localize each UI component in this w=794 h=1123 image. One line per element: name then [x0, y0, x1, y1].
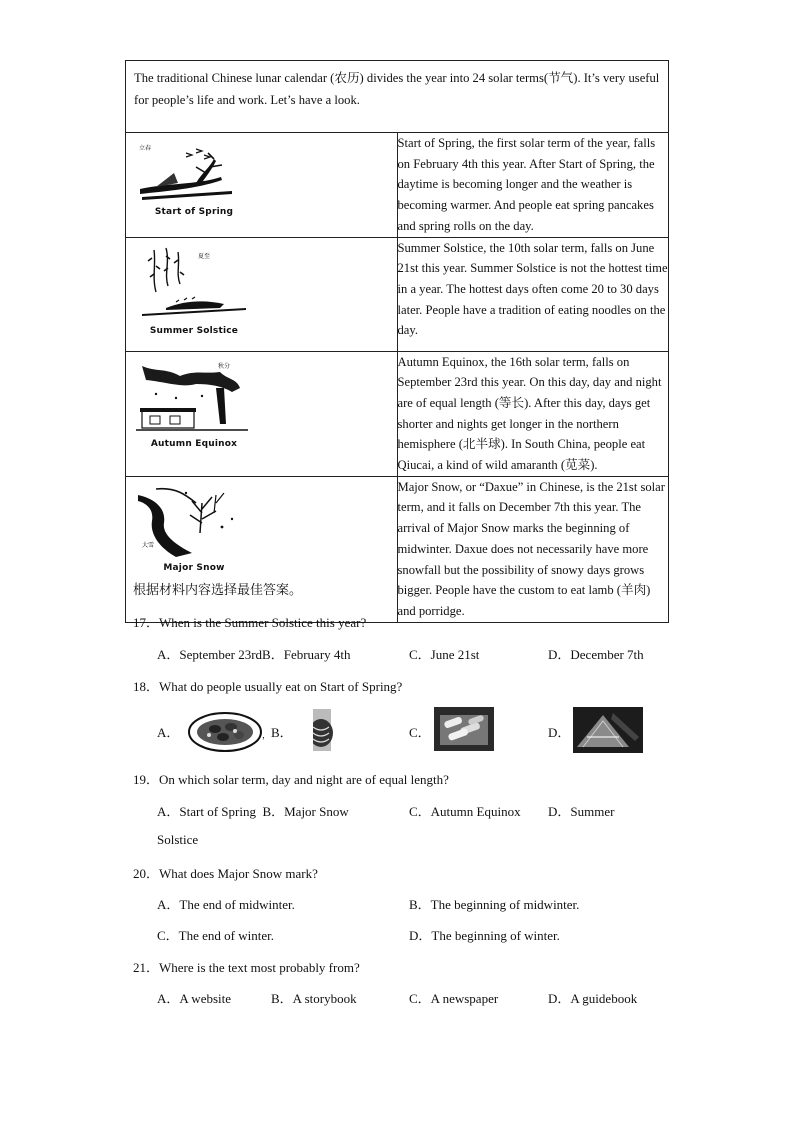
question-20-stem: 20．What does Major Snow mark? — [133, 866, 318, 881]
snow-landscape-drawing — [136, 483, 252, 563]
q18-option-d[interactable]: D． — [548, 725, 571, 740]
summer-solstice-illustration — [126, 238, 262, 351]
q21-option-d[interactable]: D．A guidebook — [548, 991, 638, 1006]
q18-comma: ， — [262, 730, 272, 740]
term-image-cell — [126, 237, 398, 351]
term-row-summer — [126, 237, 669, 351]
q19-option-c[interactable]: C．Autumn Equinox — [409, 804, 521, 819]
q20-option-d[interactable]: D．The beginning of winter. — [409, 928, 560, 943]
q18-option-a[interactable]: A． — [157, 725, 180, 740]
term-chinese-label: 秋分 — [218, 362, 231, 370]
q21-option-b[interactable]: B．A storybook — [271, 991, 357, 1006]
q19-option-d[interactable]: D．Summer — [548, 804, 615, 819]
q21-option-a[interactable]: A．A website — [157, 991, 232, 1006]
major-snow-illustration — [126, 477, 262, 590]
q18-image-c-spring-rolls[interactable] — [434, 707, 494, 751]
q21-option-c[interactable]: C．A newspaper — [409, 991, 499, 1006]
question-18-stem: 18．What do people usually eat on Start of Spring? — [133, 679, 403, 694]
q18-image-a-dumplings-plate[interactable] — [187, 711, 263, 753]
term-caption: Major Snow — [163, 562, 225, 573]
question-21-stem: 21．Where is the text most probably from? — [133, 960, 360, 975]
instruction-text: 根据材料内容选择最佳答案。 — [133, 582, 303, 597]
q17-option-ab[interactable]: A．September 23rdB．February 4th — [157, 647, 351, 662]
question-19-stem: 19．On which solar term, day and night are of equal length? — [133, 772, 449, 787]
q20-option-a[interactable]: A．The end of midwinter. — [157, 897, 295, 912]
term-caption: Summer Solstice — [149, 325, 239, 336]
term-image-cell — [126, 476, 398, 622]
term-row-spring — [126, 133, 669, 238]
q19-option-d-continued[interactable]: Solstice — [157, 832, 199, 847]
term-chinese-label: 立春 — [139, 145, 152, 152]
term-text-autumn: Autumn Equinox, the 16th solar term, falls on September 23rd this year. On this day, day and night are of equal length (等长). After this day, days get shorter and nights get longer in the northern hemisphere (北半球). In South China, people eat Qiucai, a kind of wild amaranth (苋菜). — [397, 351, 669, 476]
q20-option-c[interactable]: C．The end of winter. — [157, 928, 274, 943]
intro-text: The traditional Chinese lunar calendar (农历) divides the year into 24 solar terms(节气). It’s very useful for people’s life and work. Let’s have a look. — [134, 71, 660, 107]
term-text-summer: Summer Solstice, the 10th solar term, falls on June 21st this year. Summer Solstice is not the hottest time in a year. The hottest days often come 20 to 30 days later. People have a tradition of eating noodles on the day. — [397, 237, 669, 351]
q20-option-b[interactable]: B．The beginning of midwinter. — [409, 897, 580, 912]
summer-willow-drawing — [136, 244, 252, 328]
question-17-stem: 17．When is the Summer Solstice this year? — [133, 615, 367, 630]
term-chinese-label: 夏至 — [198, 252, 211, 260]
q18-option-c[interactable]: C． — [409, 725, 431, 740]
reading-table — [125, 60, 669, 623]
autumn-equinox-illustration — [126, 352, 262, 466]
start-of-spring-illustration — [126, 133, 262, 228]
term-image-cell — [126, 133, 398, 238]
term-caption: Autumn Equinox — [150, 438, 238, 449]
term-row-autumn — [126, 351, 669, 476]
q17-option-c[interactable]: C．June 21st — [409, 647, 480, 662]
autumn-tree-drawing — [136, 358, 252, 438]
intro-cell — [126, 61, 669, 133]
q18-image-b-noodle-bowl[interactable] — [305, 707, 333, 753]
term-text-snow: Major Snow, or “Daxue” in Chinese, is the 21st solar term, and it falls on December 7th this year. The arrival of Major Snow marks the beginning of midwinter. Daxue does not necessarily have more snowfall but the possibility of snowy days grows bigger. People have the custom to eat lamb (羊肉) and porridge. — [397, 476, 669, 622]
q17-option-d[interactable]: D．December 7th — [548, 647, 644, 662]
term-row-snow — [126, 476, 669, 622]
q19-option-ab[interactable]: A．Start of Spring B．Major Snow — [157, 804, 349, 819]
term-caption: Start of Spring — [154, 207, 234, 217]
term-chinese-label: 大雪 — [142, 541, 155, 549]
term-image-cell — [126, 351, 398, 476]
q18-option-b[interactable]: B． — [271, 725, 293, 740]
spring-branch-drawing — [136, 139, 252, 209]
term-text-spring: Start of Spring, the first solar term of the year, falls on February 4th this year. After Start of Spring, the daytime is becoming longer and the weather is becoming warmer. And people eat spring pancakes and spring rolls on the day. — [397, 133, 669, 238]
q18-image-d-zongzi[interactable] — [573, 707, 643, 753]
